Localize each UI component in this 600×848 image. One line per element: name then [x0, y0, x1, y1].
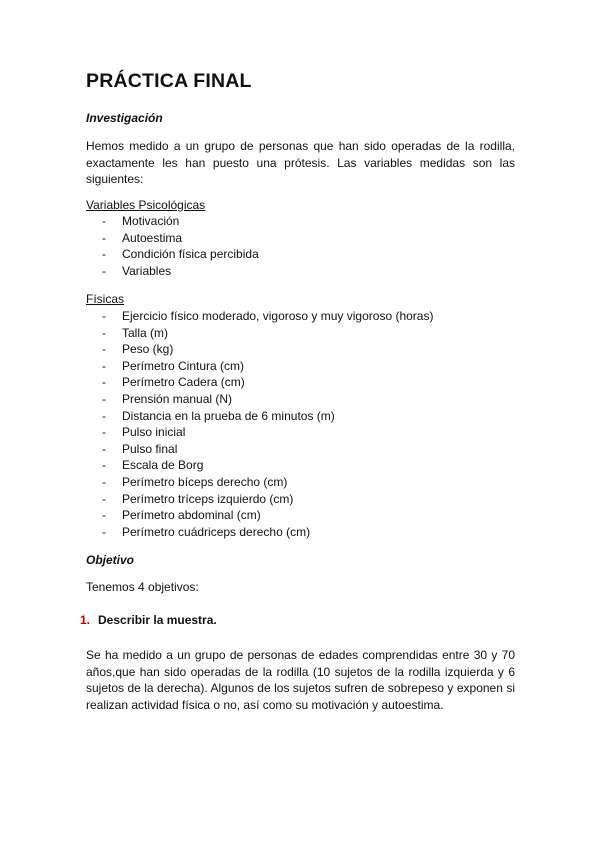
fisicas-label: Físicas — [86, 292, 125, 306]
list-item-label: Perímetro Cintura (cm) — [122, 358, 245, 373]
list-item — [102, 424, 433, 441]
objective-title: Describir la muestra. — [98, 613, 217, 627]
list-dash: - — [102, 425, 106, 440]
list-item-label: Distancia en la prueba de 6 minutos (m) — [122, 408, 335, 423]
list-item — [102, 491, 433, 508]
list-item-label: Prensión manual (N) — [122, 391, 233, 406]
list-dash: - — [102, 230, 106, 245]
list-dash: - — [102, 491, 106, 506]
list-item-label: Motivación — [122, 214, 180, 228]
objetivo-heading: Objetivo — [86, 553, 135, 567]
objective-1-paragraph: Se ha medido a un grupo de personas de edades comprendidas entre 30 y 70 años,que han sido operadas de la rodilla (10 sujetos de la rodilla izquierda y 6 sujetos de la derecha). Algunos de los sujetos sufren de sobrepeso y exponen si realizan actividad física o no, así como su motivación y autoestima. — [86, 648, 515, 712]
list-dash: - — [102, 358, 106, 373]
list-item — [102, 341, 433, 358]
psicologicas-list — [102, 213, 259, 279]
list-item-label: Escala de Borg — [122, 458, 204, 473]
list-item-label: Perímetro bíceps derecho (cm) — [122, 474, 288, 489]
investigacion-paragraph: Hemos medido a un grupo de personas que han sido operadas de la rodilla, exactamente les han puesto una prótesis. Las variables medidas son las siguientes: — [86, 139, 515, 187]
list-dash: - — [102, 508, 106, 523]
list-item — [102, 441, 433, 458]
list-dash: - — [102, 408, 106, 423]
list-item — [102, 325, 433, 342]
list-item-label: Ejercicio físico moderado, vigoroso y muy vigoroso (horas) — [122, 309, 434, 323]
list-item — [102, 308, 433, 325]
list-dash: - — [102, 441, 106, 456]
list-item-label: Perímetro tríceps izquierdo (cm) — [122, 491, 294, 506]
list-item — [102, 457, 433, 474]
list-item-label: Variables — [122, 263, 172, 278]
list-dash: - — [102, 309, 106, 323]
list-item-label: Talla (m) — [122, 325, 169, 340]
list-item-label: Peso (kg) — [122, 342, 174, 357]
list-item-label: Perímetro Cadera (cm) — [122, 375, 245, 390]
list-dash: - — [102, 458, 106, 473]
list-item — [102, 263, 259, 280]
list-item — [102, 374, 433, 391]
list-item — [102, 474, 433, 491]
list-item-label: Perímetro abdominal (cm) — [122, 508, 261, 523]
fisicas-list — [102, 308, 433, 540]
list-dash: - — [102, 375, 106, 390]
list-dash: - — [102, 342, 106, 357]
list-dash: - — [102, 214, 106, 228]
objective-item-1 — [80, 613, 217, 627]
objetivo-intro: Tenemos 4 objetivos: — [86, 580, 199, 594]
objective-number: 1. — [80, 613, 91, 627]
list-item — [102, 213, 259, 230]
list-item — [102, 507, 433, 524]
list-item — [102, 358, 433, 375]
list-item — [102, 230, 259, 247]
list-item — [102, 246, 259, 263]
psicologicas-label: Variables Psicológicas — [86, 198, 206, 212]
list-dash: - — [102, 524, 106, 539]
list-dash: - — [102, 247, 106, 262]
list-dash: - — [102, 325, 106, 340]
list-dash: - — [102, 474, 106, 489]
list-dash: - — [102, 391, 106, 406]
list-item-label: Autoestima — [122, 230, 183, 245]
list-item-label: Perímetro cuádriceps derecho (cm) — [122, 524, 311, 539]
list-dash: - — [102, 263, 106, 278]
list-item — [102, 524, 433, 541]
list-item — [102, 391, 433, 408]
investigacion-heading: Investigación — [86, 111, 163, 125]
document-title: PRÁCTICA FINAL — [86, 70, 252, 92]
list-item-label: Condición física percibida — [122, 247, 259, 262]
list-item-label: Pulso inicial — [122, 425, 186, 440]
list-item-label: Pulso final — [122, 441, 178, 456]
list-item — [102, 408, 433, 425]
